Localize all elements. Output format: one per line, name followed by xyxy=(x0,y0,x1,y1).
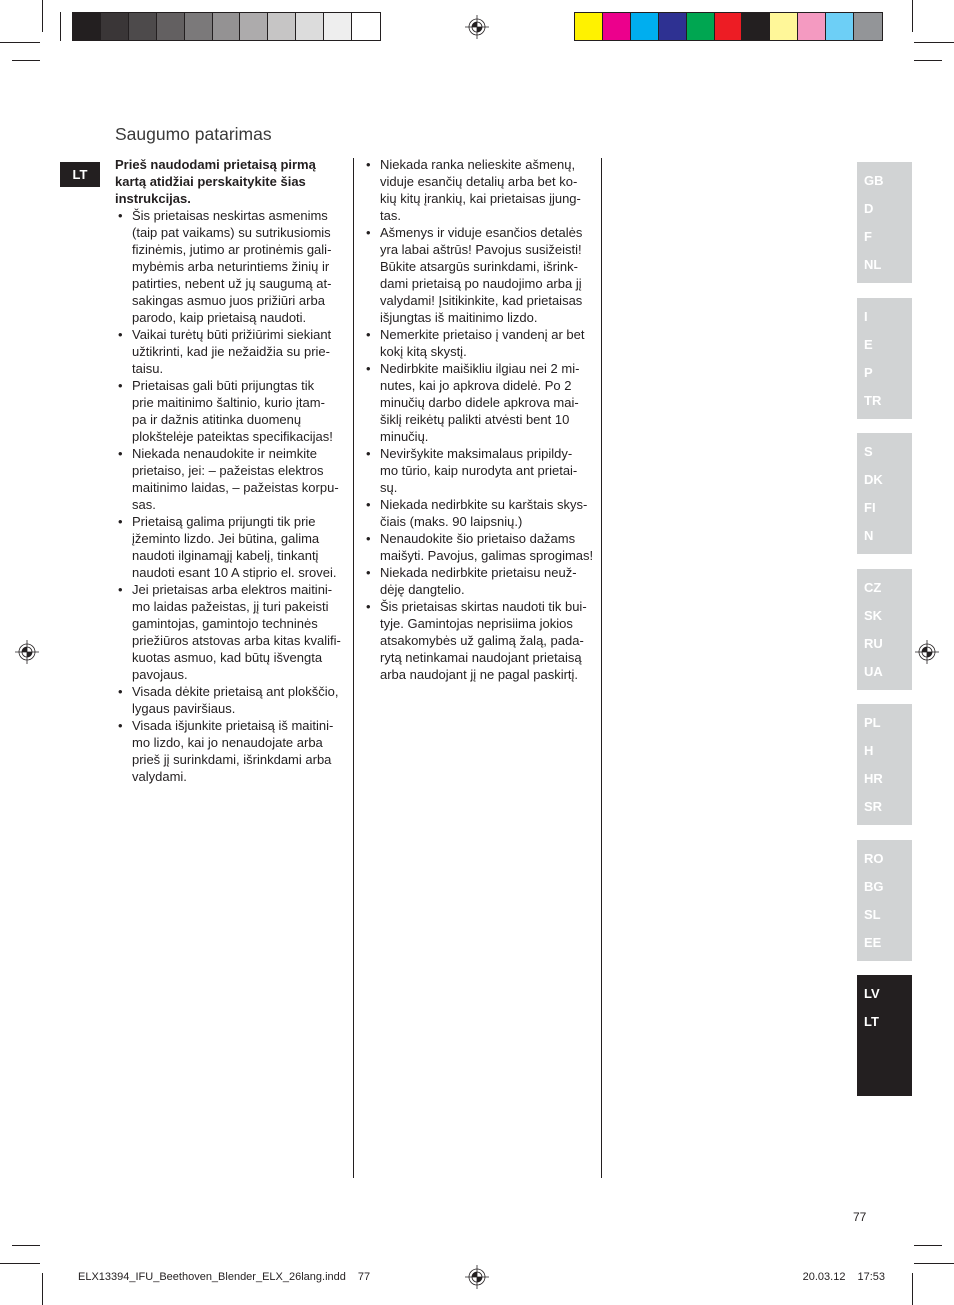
list-item: • Vaikai turėtų būti prižiūrimi siekiant užtikrinti, kad jie nežaidžia su prie- taisu. xyxy=(115,326,347,377)
crop-mark xyxy=(12,60,40,61)
list-item: • Šis prietaisas neskirtas asmenims (taip pat vaikams) su sutrikusiomis fizinėmis, jutimo ar protinėmis gali- mybėmis arba neturintiems žinių ir patirties, nebent už jų saugumą at- sakingas asmuo juos prižiūri arba parodo, kaip prietaisą naudoti. xyxy=(115,207,347,326)
crop-mark xyxy=(914,1263,954,1264)
list-item: • Neviršykite maksimalaus pripildy- mo tūrio, kaip nurodyta ant prietai- sų. xyxy=(363,445,595,496)
color-bar xyxy=(574,12,883,41)
language-tab-label-lv: LV xyxy=(864,986,880,1001)
crop-mark xyxy=(0,1263,40,1264)
list-item: • Ašmenys ir viduje esančios detalės yra labai aštrūs! Pavojus susižeisti! Būkite atsargūs surinkdami, išrink- dami prietaisą po naudojimo arba jį valydami! Įsitikinkite, kad prietaisas išjungtas iš maitinimo lizdo. xyxy=(363,224,595,326)
grayscale-swatch xyxy=(185,13,213,40)
slug-file-name: ELX13394_IFU_Beethoven_Blender_ELX_26lang.indd xyxy=(78,1271,346,1283)
list-item: • Prietaisą galima prijungti tik prie įžeminto lizdo. Jei būtina, galima naudoti ilginamąjį kabelį, tinkantį naudoti esant 10 A stiprio el. srovei. xyxy=(115,513,347,581)
list-item: • Šis prietaisas skirtas naudoti tik bui- tyje. Gamintojas neprisiima jokios atsakomybės už galimą žalą, pada- rytą netinkamai naudojant prietaisą arba naudojant jį ne pagal paskirtį. xyxy=(363,598,595,683)
color-swatch xyxy=(575,13,603,40)
language-tab-label-dk: DK xyxy=(864,472,883,487)
language-tab-label-s: S xyxy=(864,444,873,459)
language-tab-label-sk: SK xyxy=(864,607,883,623)
language-tab-group xyxy=(857,569,912,690)
list-item: • Niekada ranka nelieskite ašmenų, viduje esančių detalių arba bet ko- kių kitų įrankių, kai prietaisas įjung- tas. xyxy=(363,156,595,224)
language-tab-group xyxy=(857,433,912,554)
list-item: • Nenaudokite šio prietaiso dažams maišyti. Pavojus, galimas sprogimas! xyxy=(363,530,595,564)
column-divider xyxy=(601,158,602,1178)
page-number: 77 xyxy=(853,1210,867,1224)
language-tab-label-pl: PL xyxy=(864,715,881,730)
language-tab-label-n: N xyxy=(864,528,874,543)
crop-mark xyxy=(0,42,40,43)
registration-mark-icon xyxy=(465,1265,489,1289)
list-item: • Visada išjunkite prietaisą iš maitini- mo lizdo, kai jo nenaudojate arba prieš jį surinkdami, išrinkdami arba valydami. xyxy=(115,717,347,785)
language-tab-group xyxy=(857,840,912,961)
language-tab-label-sr: SR xyxy=(864,799,883,814)
slug-file-info xyxy=(78,1270,370,1284)
language-tab-group xyxy=(857,298,912,419)
slug-timestamp xyxy=(803,1270,885,1284)
color-swatch xyxy=(826,13,854,40)
language-tab-label-ro: RO xyxy=(864,850,884,866)
language-tab-label-h: H xyxy=(864,743,874,758)
list-item: • Niekada nedirbkite prietaisu neuž- dėję dangtelio. xyxy=(363,564,595,598)
color-swatch xyxy=(687,13,715,40)
slug-page: 77 xyxy=(357,1271,371,1283)
grayscale-swatch xyxy=(213,13,241,40)
grayscale-swatch xyxy=(129,13,157,40)
slug-date: 20.03.12 xyxy=(802,1271,846,1283)
language-tab-label-d: D xyxy=(864,201,874,216)
list-item: • Jei prietaisas arba elektros maitini- mo laidas pažeistas, jį turi pakeisti gamintojas, gamintojo techninės priežiūros atstovas arba kitas kvalifi- kuotas asmuo, kad būtų išvengta pavojaus. xyxy=(115,581,347,683)
grayscale-swatch xyxy=(296,13,324,40)
language-tab-label-cz: CZ xyxy=(864,579,882,595)
language-tab-label-f: F xyxy=(864,229,872,244)
language-tab-label-e: E xyxy=(864,336,873,352)
page-title: Saugumo patarimas xyxy=(115,124,272,144)
crop-mark xyxy=(12,1245,40,1246)
color-swatch xyxy=(854,13,882,40)
grayscale-bar-bracket xyxy=(60,12,61,41)
language-tab-label-fi: FI xyxy=(864,500,876,515)
registration-mark-icon xyxy=(465,15,489,39)
list-item: • Nedirbkite maišikliu ilgiau nei 2 mi- nutes, kai jo apkrova didelė. Po 2 minučių darbo didele apkrova mai- šiklį reikėtų palikti atvėsti bent 10 minučių. xyxy=(363,360,595,445)
crop-mark xyxy=(912,1273,913,1305)
list-item: • Prietaisas gali būti prijungtas tik prie maitinimo šaltinio, kurio įtam- pa ir dažnis atitinka duomenų plokštelėje pateiktas specifikacijas! xyxy=(115,377,347,445)
right-column xyxy=(363,156,595,683)
color-swatch xyxy=(631,13,659,40)
language-tab-label-i: I xyxy=(864,308,868,324)
language-tab-label-ru: RU xyxy=(864,635,883,651)
list-item: • Nemerkite prietaiso į vandenį ar bet kokį kitą skystį. xyxy=(363,326,595,360)
grayscale-swatch xyxy=(157,13,185,40)
safety-list xyxy=(115,207,347,785)
language-tab-label-gb: GB xyxy=(864,173,884,188)
language-tabs xyxy=(857,162,912,1096)
language-tab-label-tr: TR xyxy=(864,392,882,408)
grayscale-swatch xyxy=(324,13,352,40)
language-tab-label-ua: UA xyxy=(864,663,883,679)
color-swatch xyxy=(798,13,826,40)
language-badge: LT xyxy=(60,162,100,187)
language-tab-group-active xyxy=(857,975,912,1096)
registration-mark-icon xyxy=(15,640,39,664)
list-item: • Niekada nedirbkite su karštais skys- čiais (maks. 90 laipsnių.) xyxy=(363,496,595,530)
language-tab-label-nl: NL xyxy=(864,257,882,272)
crop-mark xyxy=(42,0,43,32)
list-item: • Visada dėkite prietaisą ant plokščio, lygaus paviršiaus. xyxy=(115,683,347,717)
language-tab-label-hr: HR xyxy=(864,771,883,786)
color-swatch xyxy=(742,13,770,40)
grayscale-swatch xyxy=(268,13,296,40)
color-swatch xyxy=(715,13,743,40)
language-tab-label-sl: SL xyxy=(864,906,881,922)
language-tab-group xyxy=(857,704,912,825)
color-swatch xyxy=(770,13,798,40)
grayscale-swatch xyxy=(352,13,380,40)
list-item: • Niekada nenaudokite ir neimkite prietaiso, jei: – pažeistas elektros maitinimo laidas, – pažeistas korpu- sas. xyxy=(115,445,347,513)
crop-mark xyxy=(912,0,913,32)
safety-list xyxy=(363,156,595,683)
grayscale-bar xyxy=(72,12,381,41)
slug-time: 17:53 xyxy=(857,1271,885,1283)
crop-mark xyxy=(914,42,954,43)
crop-mark xyxy=(42,1273,43,1305)
language-tab-label-bg: BG xyxy=(864,878,884,894)
language-tab-label-p: P xyxy=(864,364,873,380)
crop-mark xyxy=(914,60,942,61)
grayscale-swatch xyxy=(101,13,129,40)
intro-warning: Prieš naudodami prietaisą pirmą kartą atidžiai perskaitykite šias instrukcijas. xyxy=(115,157,316,206)
language-tab-group xyxy=(857,162,912,283)
language-tab-label-ee: EE xyxy=(864,934,882,950)
column-divider xyxy=(353,158,354,1178)
grayscale-swatch xyxy=(73,13,101,40)
grayscale-swatch xyxy=(240,13,268,40)
language-tab-label-lt: LT xyxy=(864,1014,879,1029)
left-column xyxy=(115,156,347,785)
crop-mark xyxy=(914,1245,942,1246)
color-swatch xyxy=(603,13,631,40)
registration-mark-icon xyxy=(915,640,939,664)
color-swatch xyxy=(659,13,687,40)
